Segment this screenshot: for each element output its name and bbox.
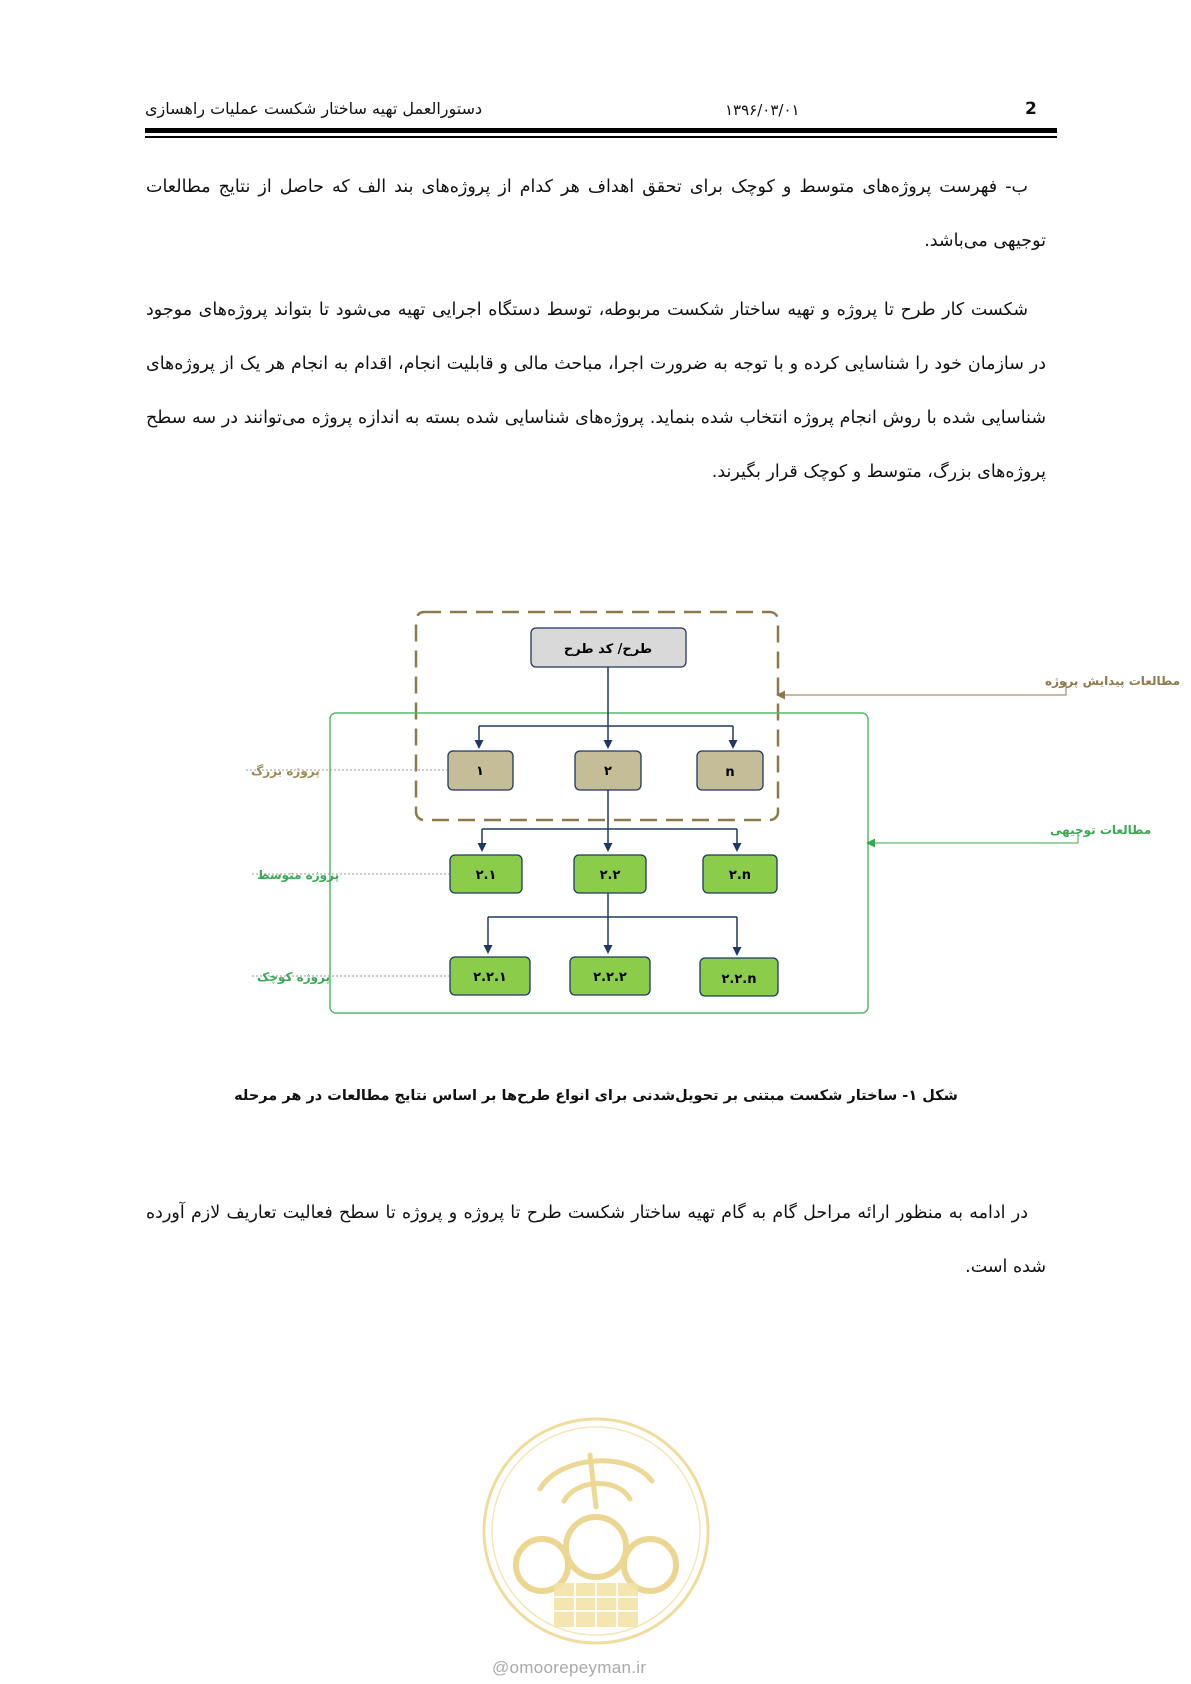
label-emergence-studies xyxy=(780,674,1180,695)
header-rule-thick xyxy=(145,128,1057,133)
svg-text:۲.۱: ۲.۱ xyxy=(475,868,497,883)
paragraph-3: در ادامه به منظور ارائه مراحل گام به گام تهیه ساختار شکست طرح تا پروژه و پروژه تا سطح فعالیت تعاریف لازم آورده شده است. xyxy=(146,1203,1046,1277)
svg-text:۲: ۲ xyxy=(604,764,612,779)
label-medium-project xyxy=(252,868,449,883)
svg-text:پروژه کوچک: پروژه کوچک xyxy=(257,970,331,984)
node-medium-n xyxy=(703,855,777,893)
figure-caption: شکل ۱- ساختار شکست مبتنی بر تحویل‌شدنی برای انواع طرح‌ها بر اساس نتایج مطالعات در هر مرحله xyxy=(234,1088,958,1104)
page-header xyxy=(145,95,1047,125)
svg-text:پروژه متوسط: پروژه متوسط xyxy=(257,868,340,882)
svg-text:طرح/ کد طرح: طرح/ کد طرح xyxy=(563,642,653,657)
svg-text:۲.۲.۲: ۲.۲.۲ xyxy=(593,970,627,985)
label-small-project xyxy=(252,970,449,985)
page-number: 2 xyxy=(1025,99,1037,119)
svg-text:۲.۲.۱: ۲.۲.۱ xyxy=(473,970,507,985)
svg-text:پروژه بزرگ: پروژه بزرگ xyxy=(251,764,320,778)
watermark-website: @omoorepeyman.ir xyxy=(492,1658,647,1677)
wbs-diagram xyxy=(0,600,1191,1030)
node-large-n xyxy=(697,751,763,790)
node-large-2 xyxy=(575,751,641,790)
node-large-1 xyxy=(448,751,513,790)
header-rule-thin xyxy=(145,136,1057,138)
node-medium-2 xyxy=(574,855,646,893)
svg-text:مطالعات پیدایش پروژه: مطالعات پیدایش پروژه xyxy=(1045,674,1181,688)
watermark-seal xyxy=(480,1415,712,1647)
header-title: دستورالعمل تهیه ساختار شکست عملیات راهسازی xyxy=(145,99,483,118)
svg-text:n: n xyxy=(725,765,735,780)
header-date: ۱۳۹۶/۰۳/۰۱ xyxy=(725,101,800,119)
node-root xyxy=(531,628,686,667)
svg-text:۲.۲.n: ۲.۲.n xyxy=(721,972,757,987)
label-feasibility-studies xyxy=(870,823,1151,843)
svg-text:۱: ۱ xyxy=(476,764,484,779)
paragraph-1: ب- فهرست پروژه‌های متوسط و کوچک برای تحقق اهداف هر کدام از پروژه‌های بند الف که حاصل از نتایج مطالعات توجیهی می‌باشد. xyxy=(146,177,1046,251)
paragraph-2: شکست کار طرح تا پروژه و تهیه ساختار شکست مربوطه، توسط دستگاه اجرایی تهیه می‌شود تا بتواند پروژه‌های موجود در سازمان خود را شناسایی کرده و با توجه به ضرورت اجرا، مباحث مالی و قابلیت انجام، اقدام به انجام هر یک از پروژه‌های شناسایی شده با روش انجام پروژه انتخاب شده بنماید. پروژه‌های شناسایی شده بسته به اندازه پروژه می‌توانند در سه سطح پروژه‌های بزرگ، متوسط و کوچک قرار بگیرند. xyxy=(146,300,1046,482)
node-medium-1 xyxy=(450,855,522,893)
node-small-2 xyxy=(570,957,650,995)
connectors-level3 xyxy=(488,892,737,952)
connectors-level1 xyxy=(479,667,733,745)
node-small-n xyxy=(700,958,778,996)
svg-text:مطالعات توجیهی: مطالعات توجیهی xyxy=(1050,823,1152,837)
node-small-1 xyxy=(450,957,530,995)
svg-text:۲.۲: ۲.۲ xyxy=(599,868,621,883)
svg-text:۲.n: ۲.n xyxy=(728,868,752,883)
